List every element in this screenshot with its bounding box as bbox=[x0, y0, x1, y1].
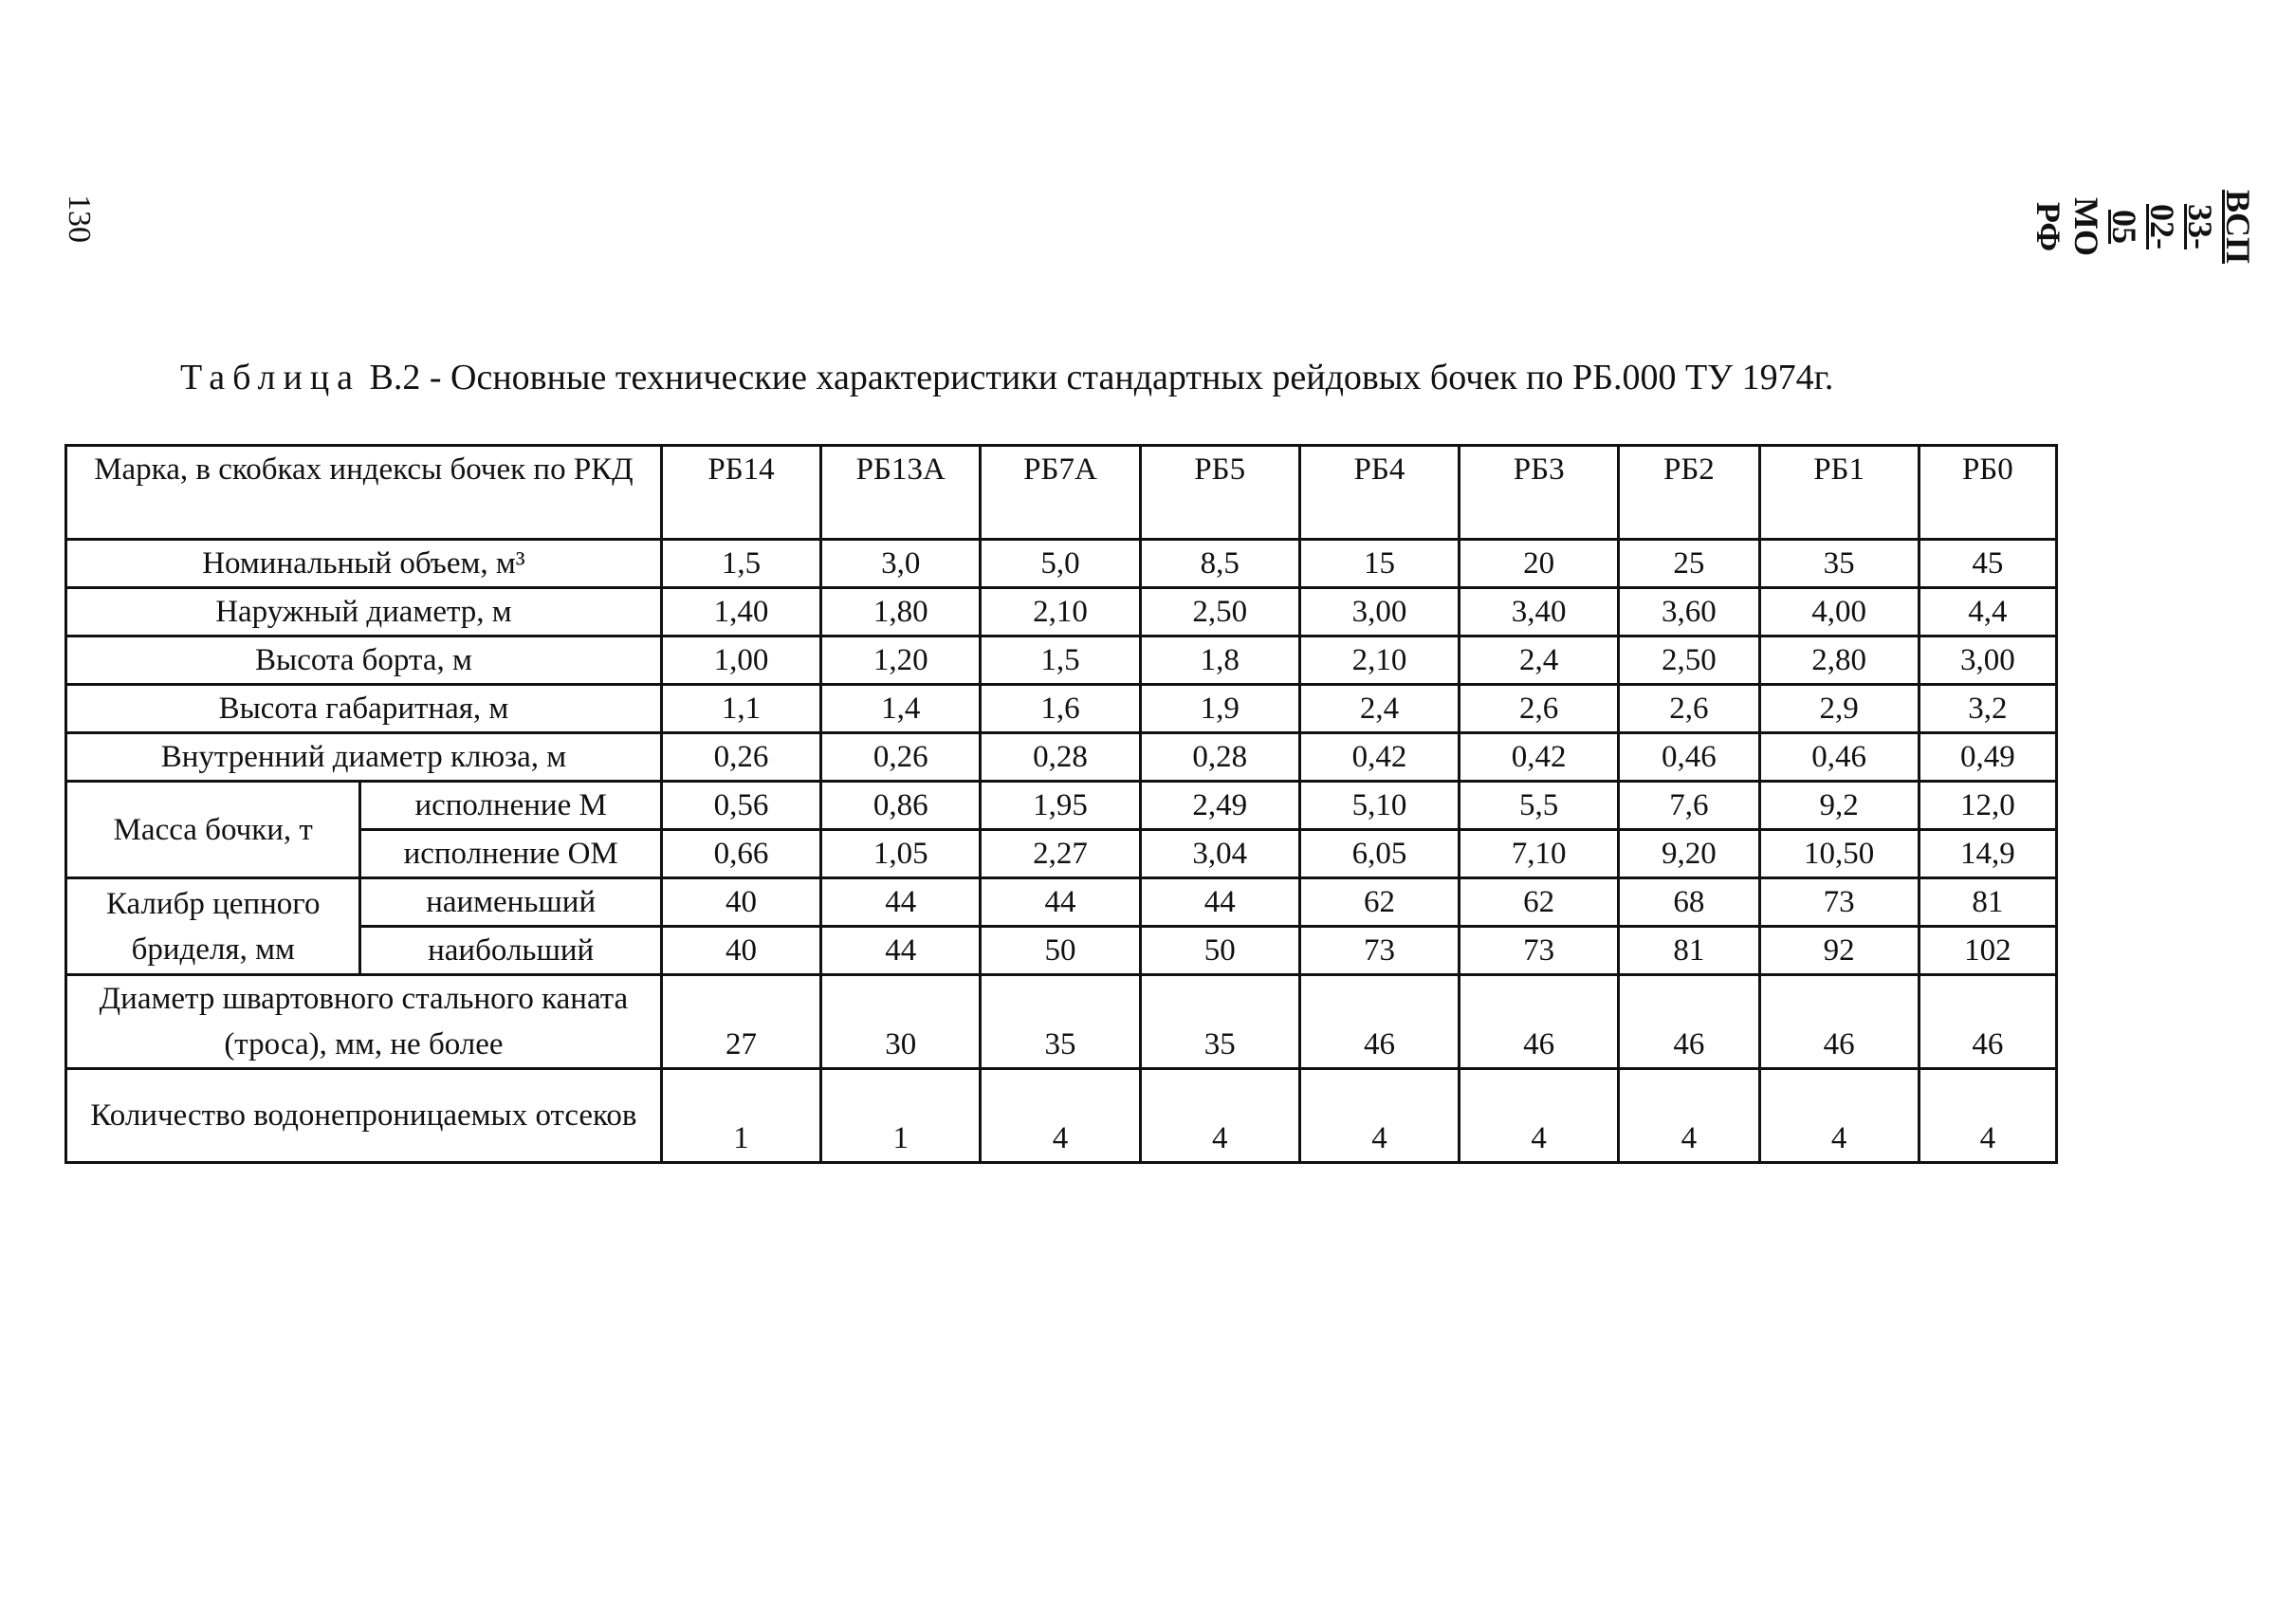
rope-diameter-row-cell: 35 bbox=[1140, 975, 1299, 1069]
hawse-diameter-row-cell: 0,42 bbox=[1460, 733, 1619, 782]
volume-row-label: Номинальный объем, м³ bbox=[66, 540, 662, 588]
compartments-row-cell: 4 bbox=[1299, 1069, 1459, 1163]
mass-cell: 3,04 bbox=[1140, 830, 1299, 878]
board-height-row-cell: 3,00 bbox=[1919, 637, 2056, 685]
mass-sub-label: исполнение ОМ bbox=[360, 830, 661, 878]
outer-diameter-row-cell: 3,40 bbox=[1460, 588, 1619, 637]
caliber-cell: 40 bbox=[661, 927, 820, 975]
overall-height-row bbox=[66, 685, 2057, 733]
overall-height-row-cell: 1,6 bbox=[981, 685, 1140, 733]
column-header: РБ13А bbox=[821, 446, 981, 540]
compartments-row-cell: 4 bbox=[1460, 1069, 1619, 1163]
mass-cell: 9,2 bbox=[1759, 782, 1919, 830]
mass-cell: 5,10 bbox=[1299, 782, 1459, 830]
mass-cell: 1,95 bbox=[981, 782, 1140, 830]
hawse-diameter-row-cell: 0,28 bbox=[1140, 733, 1299, 782]
outer-diameter-row-label: Наружный диаметр, м bbox=[66, 588, 662, 637]
rope-diameter-row-cell: 46 bbox=[1759, 975, 1919, 1069]
rope-diameter-row-cell: 27 bbox=[661, 975, 820, 1069]
mass-cell: 9,20 bbox=[1619, 830, 1759, 878]
hawse-diameter-row-cell: 0,46 bbox=[1619, 733, 1759, 782]
column-header: РБ7А bbox=[981, 446, 1140, 540]
caliber-cell: 44 bbox=[981, 878, 1140, 927]
board-height-row-label: Высота борта, м bbox=[66, 637, 662, 685]
caliber-cell: 44 bbox=[1140, 878, 1299, 927]
mass-row-1 bbox=[66, 782, 2057, 830]
mass-cell: 6,05 bbox=[1299, 830, 1459, 878]
mass-cell: 14,9 bbox=[1919, 830, 2056, 878]
mass-cell: 7,10 bbox=[1460, 830, 1619, 878]
rope-diameter-row-cell: 30 bbox=[821, 975, 981, 1069]
rope-diameter-row-cell: 46 bbox=[1919, 975, 2056, 1069]
board-height-row-cell: 1,20 bbox=[821, 637, 981, 685]
column-header: РБ14 bbox=[661, 446, 820, 540]
volume-row bbox=[66, 540, 2057, 588]
compartments-row-cell: 4 bbox=[981, 1069, 1140, 1163]
caption-prefix: Таблица bbox=[180, 358, 361, 397]
caliber-cell: 44 bbox=[821, 927, 981, 975]
volume-row-cell: 8,5 bbox=[1140, 540, 1299, 588]
overall-height-row-cell: 1,1 bbox=[661, 685, 820, 733]
mass-group-label: Масса бочки, т bbox=[66, 782, 360, 878]
header-row bbox=[66, 446, 2057, 540]
board-height-row bbox=[66, 637, 2057, 685]
caliber-cell: 44 bbox=[821, 878, 981, 927]
volume-row-cell: 5,0 bbox=[981, 540, 1140, 588]
column-header: РБ3 bbox=[1460, 446, 1619, 540]
hawse-diameter-row-cell: 0,28 bbox=[981, 733, 1140, 782]
caliber-cell: 73 bbox=[1759, 878, 1919, 927]
mass-row-2 bbox=[66, 830, 2057, 878]
volume-row-cell: 25 bbox=[1619, 540, 1759, 588]
caliber-cell: 92 bbox=[1759, 927, 1919, 975]
volume-row-cell: 20 bbox=[1460, 540, 1619, 588]
caliber-cell: 102 bbox=[1919, 927, 2056, 975]
mass-cell: 10,50 bbox=[1759, 830, 1919, 878]
board-height-row-cell: 2,50 bbox=[1619, 637, 1759, 685]
mass-cell: 1,05 bbox=[821, 830, 981, 878]
overall-height-row-cell: 2,6 bbox=[1619, 685, 1759, 733]
table-body bbox=[66, 446, 2057, 1163]
board-height-row-cell: 2,80 bbox=[1759, 637, 1919, 685]
volume-row-cell: 45 bbox=[1919, 540, 2056, 588]
caliber-cell: 40 bbox=[661, 878, 820, 927]
caliber-row-2 bbox=[66, 927, 2057, 975]
rope-diameter-row-cell: 46 bbox=[1619, 975, 1759, 1069]
compartments-row bbox=[66, 1069, 2057, 1163]
mass-cell: 7,6 bbox=[1619, 782, 1759, 830]
outer-diameter-row-cell: 2,50 bbox=[1140, 588, 1299, 637]
volume-row-cell: 35 bbox=[1759, 540, 1919, 588]
overall-height-row-cell: 2,9 bbox=[1759, 685, 1919, 733]
hawse-diameter-row-cell: 0,26 bbox=[821, 733, 981, 782]
compartments-row-cell: 4 bbox=[1919, 1069, 2056, 1163]
caliber-sub-label: наименьший bbox=[360, 878, 661, 927]
caliber-cell: 81 bbox=[1919, 878, 2056, 927]
mass-cell: 2,49 bbox=[1140, 782, 1299, 830]
document-code-line-1: ВСП 33-02-05 bbox=[2105, 190, 2257, 265]
compartments-row-cell: 4 bbox=[1759, 1069, 1919, 1163]
overall-height-row-cell: 1,4 bbox=[821, 685, 981, 733]
board-height-row-cell: 2,4 bbox=[1460, 637, 1619, 685]
compartments-row-label: Количество водонепроницаемых отсеков bbox=[66, 1069, 662, 1163]
caliber-cell: 73 bbox=[1460, 927, 1619, 975]
board-height-row-cell: 1,8 bbox=[1140, 637, 1299, 685]
board-height-row-cell: 1,5 bbox=[981, 637, 1140, 685]
outer-diameter-row-cell: 3,60 bbox=[1619, 588, 1759, 637]
mass-cell: 5,5 bbox=[1460, 782, 1619, 830]
outer-diameter-row-cell: 3,00 bbox=[1299, 588, 1459, 637]
hawse-diameter-row-cell: 0,49 bbox=[1919, 733, 2056, 782]
rope-diameter-row bbox=[66, 975, 2057, 1069]
rope-diameter-row-cell: 35 bbox=[981, 975, 1140, 1069]
mass-sub-label: исполнение М bbox=[360, 782, 661, 830]
hawse-diameter-row bbox=[66, 733, 2057, 782]
volume-row-cell: 3,0 bbox=[821, 540, 981, 588]
mass-cell: 0,86 bbox=[821, 782, 981, 830]
mass-cell: 0,66 bbox=[661, 830, 820, 878]
caliber-cell: 81 bbox=[1619, 927, 1759, 975]
rope-diameter-row-cell: 46 bbox=[1299, 975, 1459, 1069]
caliber-row-1 bbox=[66, 878, 2057, 927]
column-header: РБ2 bbox=[1619, 446, 1759, 540]
compartments-row-cell: 1 bbox=[661, 1069, 820, 1163]
hawse-diameter-row-cell: 0,26 bbox=[661, 733, 820, 782]
outer-diameter-row-cell: 4,00 bbox=[1759, 588, 1919, 637]
overall-height-row-cell: 2,4 bbox=[1299, 685, 1459, 733]
mass-cell: 2,27 bbox=[981, 830, 1140, 878]
caliber-cell: 68 bbox=[1619, 878, 1759, 927]
page-number: 130 bbox=[62, 194, 97, 243]
hawse-diameter-row-cell: 0,46 bbox=[1759, 733, 1919, 782]
compartments-row-cell: 1 bbox=[821, 1069, 981, 1163]
outer-diameter-row bbox=[66, 588, 2057, 637]
caliber-sub-label: наибольший bbox=[360, 927, 661, 975]
outer-diameter-row-cell: 1,40 bbox=[661, 588, 820, 637]
document-code-line-2: МО РФ bbox=[2030, 197, 2105, 256]
column-header: РБ1 bbox=[1759, 446, 1919, 540]
caliber-cell: 73 bbox=[1299, 927, 1459, 975]
rope-diameter-row-cell: 46 bbox=[1460, 975, 1619, 1069]
board-height-row-cell: 2,10 bbox=[1299, 637, 1459, 685]
caliber-group-label: Калибр цепного бриделя, мм bbox=[66, 878, 360, 975]
overall-height-row-label: Высота габаритная, м bbox=[66, 685, 662, 733]
hawse-diameter-row-label: Внутренний диаметр клюза, м bbox=[66, 733, 662, 782]
outer-diameter-row-cell: 4,4 bbox=[1919, 588, 2056, 637]
overall-height-row-cell: 2,6 bbox=[1460, 685, 1619, 733]
rope-diameter-row-label: Диаметр швартовного стального каната (троса), мм, не более bbox=[66, 975, 662, 1069]
caption-text: В.2 - Основные технические характеристики стандартных рейдовых бочек по РБ.000 ТУ 1974г. bbox=[360, 358, 1834, 397]
table-caption bbox=[180, 357, 1833, 398]
document-code bbox=[2030, 190, 2257, 264]
outer-diameter-row-cell: 2,10 bbox=[981, 588, 1140, 637]
hawse-diameter-row-cell: 0,42 bbox=[1299, 733, 1459, 782]
column-header: РБ4 bbox=[1299, 446, 1459, 540]
mass-cell: 12,0 bbox=[1919, 782, 2056, 830]
header-label: Марка, в скобках индексы бочек по РКД bbox=[66, 446, 662, 540]
caliber-cell: 50 bbox=[981, 927, 1140, 975]
outer-diameter-row-cell: 1,80 bbox=[821, 588, 981, 637]
overall-height-row-cell: 1,9 bbox=[1140, 685, 1299, 733]
mass-cell: 0,56 bbox=[661, 782, 820, 830]
column-header: РБ5 bbox=[1140, 446, 1299, 540]
board-height-row-cell: 1,00 bbox=[661, 637, 820, 685]
volume-row-cell: 1,5 bbox=[661, 540, 820, 588]
compartments-row-cell: 4 bbox=[1140, 1069, 1299, 1163]
column-header: РБ0 bbox=[1919, 446, 2056, 540]
caliber-cell: 62 bbox=[1299, 878, 1459, 927]
caliber-cell: 62 bbox=[1460, 878, 1619, 927]
volume-row-cell: 15 bbox=[1299, 540, 1459, 588]
compartments-row-cell: 4 bbox=[1619, 1069, 1759, 1163]
caliber-cell: 50 bbox=[1140, 927, 1299, 975]
specifications-table bbox=[64, 444, 2058, 1164]
overall-height-row-cell: 3,2 bbox=[1919, 685, 2056, 733]
